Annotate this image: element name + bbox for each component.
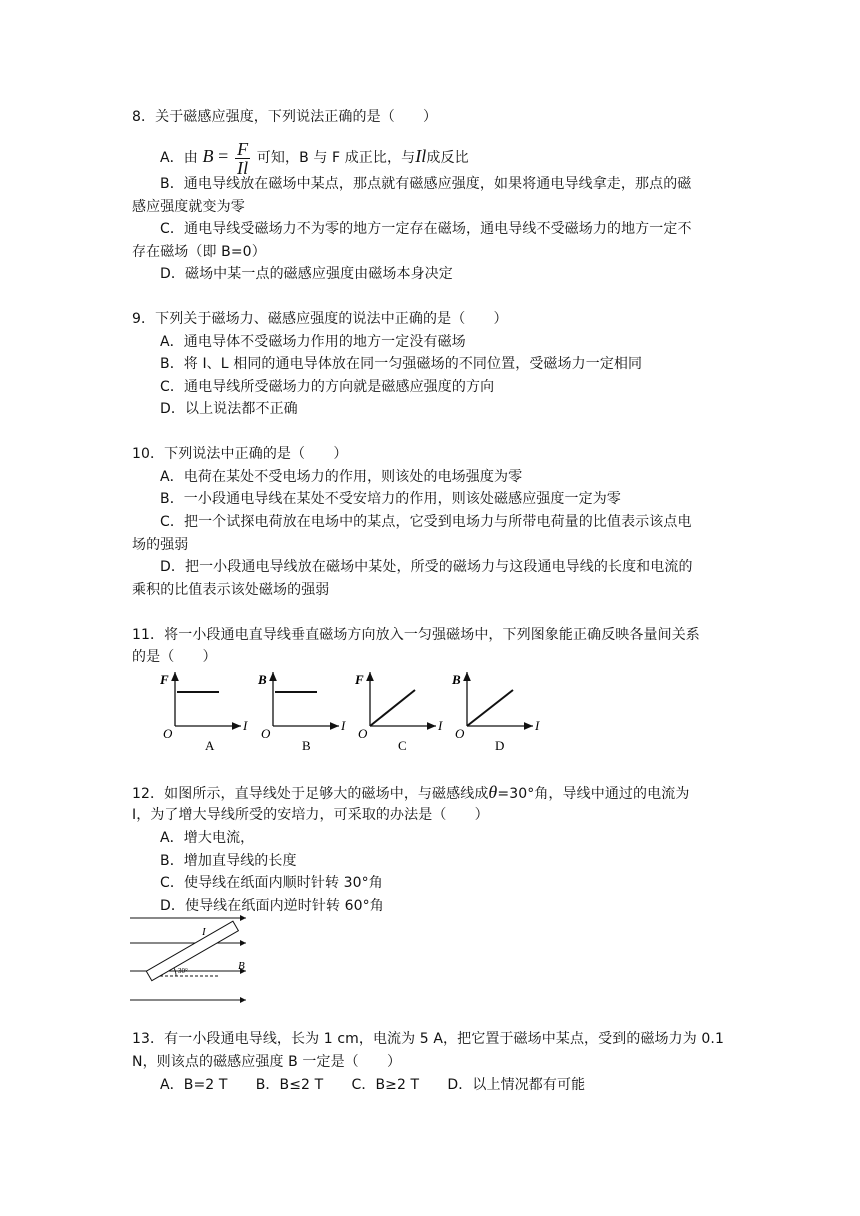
- q8-a-prefix: A．由: [160, 150, 198, 166]
- q10-option-d-line2: 乘积的比值表示该处磁场的强弱: [132, 582, 330, 598]
- q8-a-fraction-denominator: Il: [237, 157, 249, 178]
- q11-graph-b: [257, 672, 346, 753]
- q8-option-c-line1: C．通电导线受磁场力不为零的地方一定存在磁场，通电导线不受磁场力的地方一定不: [160, 221, 692, 237]
- q11-c-xlabel: I: [438, 718, 443, 733]
- q10-option-a: A．电荷在某处不受电场力的作用，则该处的电场强度为零: [160, 469, 523, 485]
- q12-stem-line2: I，为了增大导线所受的安培力，可采取的办法是（ ）: [132, 807, 489, 823]
- q8-a-end: 成反比: [426, 150, 469, 166]
- q8-stem: 8．关于磁感应强度，下列说法正确的是（ ）: [132, 109, 438, 125]
- q11-d-letter: D: [495, 738, 505, 753]
- q8-option-b-line2: 感应强度就变为零: [132, 199, 245, 215]
- q8-option-b-line1: B．通电导线放在磁场中某点，那点就有磁感应强度，如果将通电导线拿走，那点的磁: [160, 176, 692, 192]
- q12-stem-post: =30°角，导线中通过的电流为: [497, 786, 690, 802]
- q13-stem-line1: 13．有一小段通电导线，长为 1 cm，电流为 5 A，把它置于磁场中某点，受到的磁场力为 0.1: [132, 1031, 724, 1047]
- q8-a-formula-b: B: [202, 146, 214, 166]
- q8-option-a: [160, 136, 469, 178]
- q8-option-d: D．磁场中某一点的磁感应强度由磁场本身决定: [160, 266, 453, 282]
- q12-option-d: D．使导线在纸面内逆时针转 60°角: [160, 898, 384, 914]
- q12-wire: [146, 921, 238, 981]
- q11-c-ylabel: F: [355, 672, 364, 687]
- q9-option-c: C．通电导线所受磁场力的方向就是磁感应强度的方向: [160, 379, 495, 395]
- q11-d-ylabel: B: [452, 672, 461, 687]
- q12-stem-pre: 12．如图所示，直导线处于足够大的磁场中，与磁感线成: [132, 786, 489, 802]
- q12-option-a: A．增大电流，: [160, 830, 255, 846]
- q11-a-letter: A: [205, 738, 215, 753]
- q13-stem-line2: N，则该点的磁感应强度 B 一定是（ ）: [132, 1054, 402, 1070]
- q8-a-fraction-numerator: F: [235, 140, 250, 159]
- q11-d-xlabel: I: [535, 718, 540, 733]
- q10-option-b: B．一小段通电导线在某处不受安培力的作用，则该处磁感应强度一定为零: [160, 491, 621, 507]
- q12-stem-line1: [132, 782, 689, 804]
- q11-a-xlabel: I: [243, 718, 248, 733]
- q13-options: A．B=2 T B．B≤2 T C．B≥2 T D．以上情况都有可能: [160, 1077, 586, 1093]
- q10-option-c-line1: C．把一个试探电荷放在电场中的某点，它受到电场力与所带电荷量的比值表示该点电: [160, 514, 692, 530]
- q12-figure: [128, 912, 253, 1004]
- q11-b-origin: O: [261, 726, 271, 741]
- q12-fig-angle-label: 30°: [178, 967, 188, 975]
- q12-fig-current-label: I: [202, 926, 206, 938]
- q8-a-il: Il: [415, 146, 427, 166]
- q12-theta: θ: [488, 782, 498, 802]
- q9-option-a: A．通电导体不受磁场力作用的地方一定没有磁场: [160, 334, 466, 350]
- q8-a-formula-eq: =: [213, 146, 234, 166]
- q11-b-letter: B: [302, 738, 311, 753]
- q8-a-middle: 可知，B 与 F 成正比，与: [256, 150, 416, 166]
- q9-option-d: D．以上说法都不正确: [160, 401, 298, 417]
- q11-a-ylabel: F: [160, 672, 169, 687]
- q9-stem: 9．下列关于磁场力、磁感应强度的说法中正确的是（ ）: [132, 311, 508, 327]
- q10-option-d-line1: D．把一小段通电导线放在磁场中某处，所受的磁场力与这段通电导线的长度和电流的: [160, 559, 693, 575]
- q12-option-b: B．增加直导线的长度: [160, 853, 297, 869]
- q11-graphs: [155, 664, 555, 754]
- q12-option-c: C．使导线在纸面内顺时针转 30°角: [160, 875, 383, 891]
- q12-fig-field-label: B: [238, 960, 245, 972]
- q11-b-ylabel: B: [258, 672, 267, 687]
- q11-b-xlabel: I: [341, 718, 346, 733]
- q11-d-origin: O: [455, 726, 465, 741]
- q11-c-letter: C: [398, 738, 407, 753]
- q11-stem-line1: 11．将一小段通电直导线垂直磁场方向放入一匀强磁场中，下列图象能正确反映各量间关系: [132, 627, 700, 643]
- q11-a-origin: O: [163, 726, 173, 741]
- q11-graph-d: [451, 672, 540, 753]
- q11-stem-line2: 的是（ ）: [132, 649, 217, 665]
- q8-a-fraction: [235, 140, 250, 177]
- q8-option-c-line2: 存在磁场（即 B=0）: [132, 244, 266, 260]
- q10-option-c-line2: 场的强弱: [132, 537, 189, 553]
- q10-stem: 10．下列说法中正确的是（ ）: [132, 446, 348, 462]
- q11-graph-c: [354, 672, 443, 753]
- q11-graph-a: [159, 672, 248, 753]
- q9-option-b: B．将 I、L 相同的通电导体放在同一匀强磁场的不同位置，受磁场力一定相同: [160, 356, 643, 372]
- q11-c-origin: O: [358, 726, 368, 741]
